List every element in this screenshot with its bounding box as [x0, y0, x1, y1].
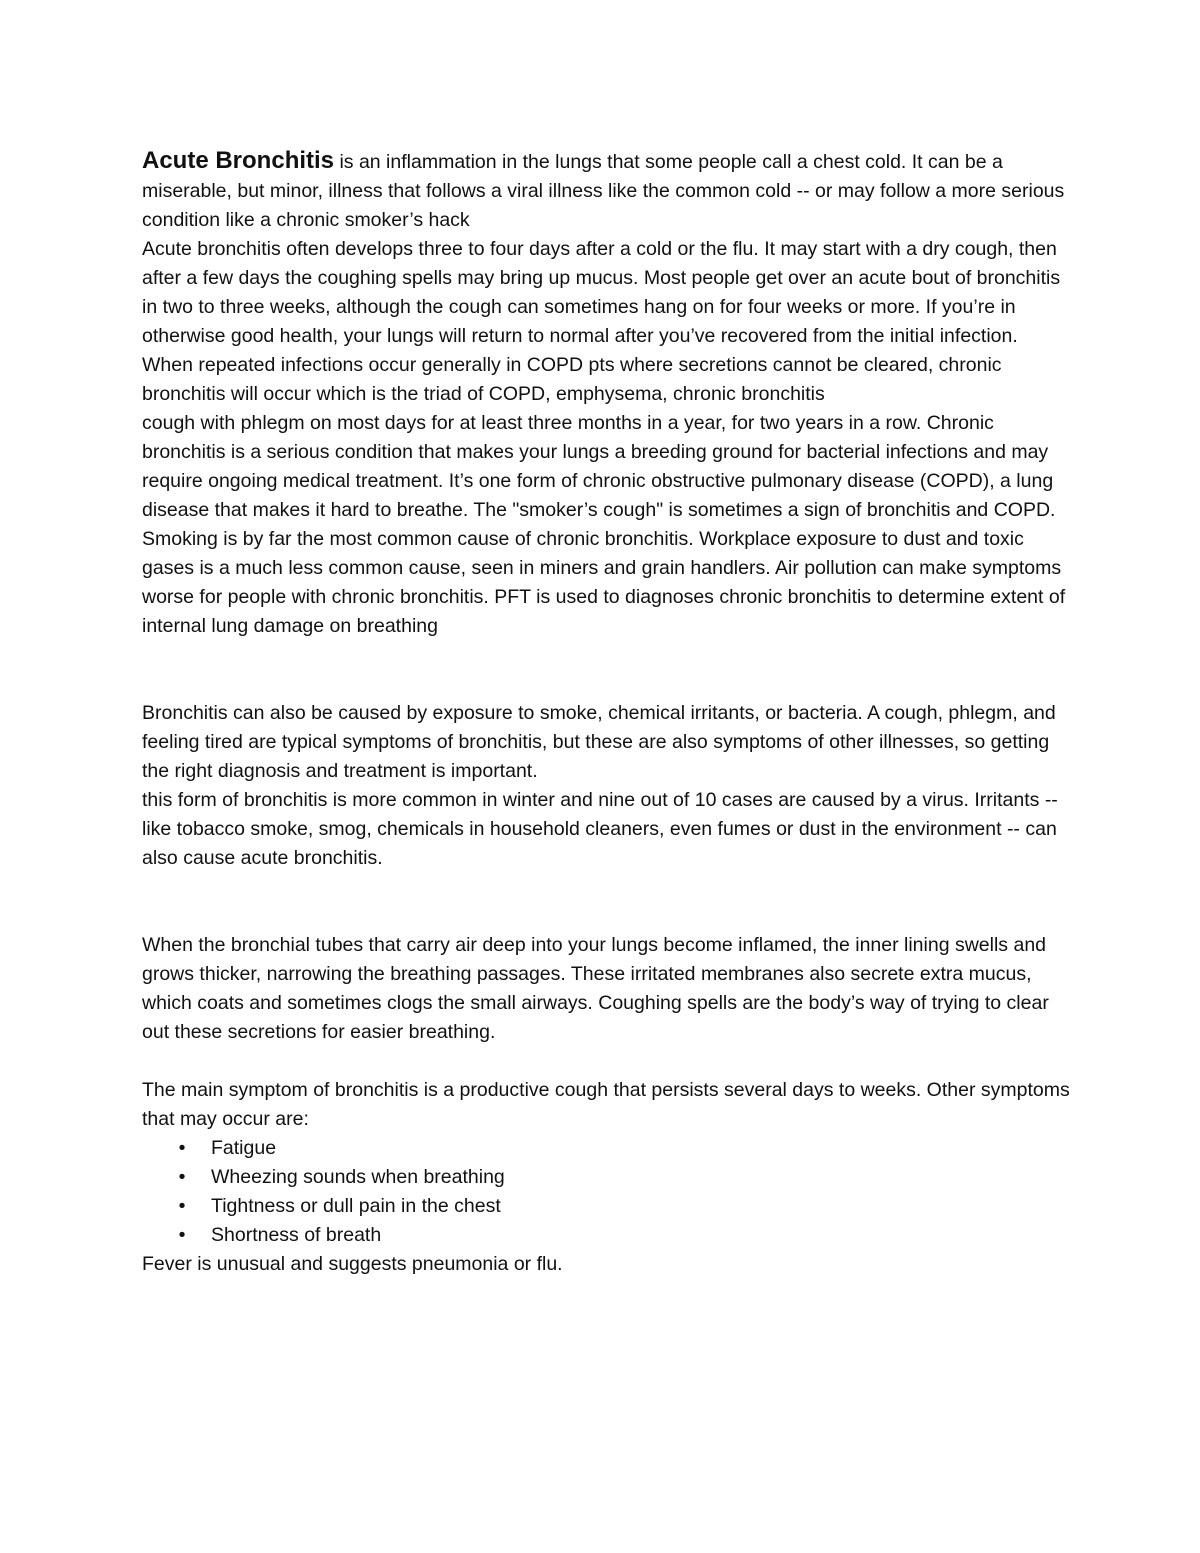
document-title: Acute Bronchitis: [142, 147, 335, 174]
symptom-label: Tightness or dull pain in the chest: [211, 1195, 501, 1217]
spacer: [142, 1047, 1072, 1076]
paragraph-acute-onset: Acute bronchitis often develops three to four days after a cold or the flu. It may start with a dry cough, then after a few days the coughing spells may bring up mucus. Most people get over an acute bout of bronchitis in two to three weeks, although the cough can sometimes hang on for four weeks or more. If you’re in otherwise good health, your lungs will return to normal after you’ve recovered from the initial infection.: [142, 238, 1061, 347]
intro-paragraph: [142, 146, 1072, 235]
symptom-label: Fatigue: [211, 1137, 277, 1159]
bullet-icon: •: [178, 1224, 186, 1246]
list-item: [172, 1221, 1072, 1250]
spacer: [142, 873, 1072, 931]
symptom-label: Wheezing sounds when breathing: [211, 1166, 505, 1188]
list-item: [172, 1134, 1072, 1163]
paragraph-chronic-bronchitis: cough with phlegm on most days for at least three months in a year, for two years in a row. Chronic bronchitis is a serious condition that makes your lungs a breeding ground for bacterial infections and may require ongoing medical treatment. It’s one form of chronic obstructive pulmonary disease (COPD), a lung disease that makes it hard to breathe. The "smoker’s cough" is sometimes a sign of bronchitis and COPD. Smoking is by far the most common cause of chronic bronchitis. Workplace exposure to dust and toxic gases is a much less common cause, seen in miners and grain handlers. Air pollution can make symptoms worse for people with chronic bronchitis. PFT is used to diagnoses chronic bronchitis to determine extent of internal lung damage on breathing: [142, 412, 1066, 637]
paragraph-causes: Bronchitis can also be caused by exposure to smoke, chemical irritants, or bacteria. A cough, phlegm, and feeling tired are typical symptoms of bronchitis, but these are also symptoms of other illnesses, so getting the right diagnosis and treatment is important.: [142, 702, 1056, 782]
bullet-icon: •: [178, 1137, 186, 1159]
intro-text: is an inflammation in the lungs that some people call a chest cold. It can be a miserable, but minor, illness that follows a viral illness like the common cold -- or may follow a more serious condition like a chronic smoker’s hack: [142, 151, 1065, 231]
bullet-icon: •: [178, 1195, 186, 1217]
symptom-list: [142, 1134, 1072, 1250]
bullet-icon: •: [178, 1166, 186, 1188]
paragraph-main-symptom: The main symptom of bronchitis is a productive cough that persists several days to weeks. Other symptoms that may occur are:: [142, 1079, 1070, 1130]
list-item: [172, 1192, 1072, 1221]
document-page: [142, 146, 1072, 1279]
spacer: [142, 641, 1072, 699]
paragraph-winter-virus: this form of bronchitis is more common in winter and nine out of 10 cases are caused by a virus. Irritants -- like tobacco smoke, smog, chemicals in household cleaners, even fumes or dust in the environment -- can also cause acute bronchitis.: [142, 789, 1058, 869]
list-item: [172, 1163, 1072, 1192]
paragraph-repeated-infections: When repeated infections occur generally in COPD pts where secretions cannot be cleared, chronic bronchitis will occur which is the triad of COPD, emphysema, chronic bronchitis: [142, 354, 1002, 405]
symptom-label: Shortness of breath: [211, 1224, 382, 1246]
paragraph-inflammation: When the bronchial tubes that carry air deep into your lungs become inflamed, the inner lining swells and grows thicker, narrowing the breathing passages. These irritated membranes also secrete extra mucus, which coats and sometimes clogs the small airways. Coughing spells are the body’s way of trying to clear out these secretions for easier breathing.: [142, 934, 1049, 1043]
paragraph-closing: Fever is unusual and suggests pneumonia or flu.: [142, 1253, 563, 1275]
